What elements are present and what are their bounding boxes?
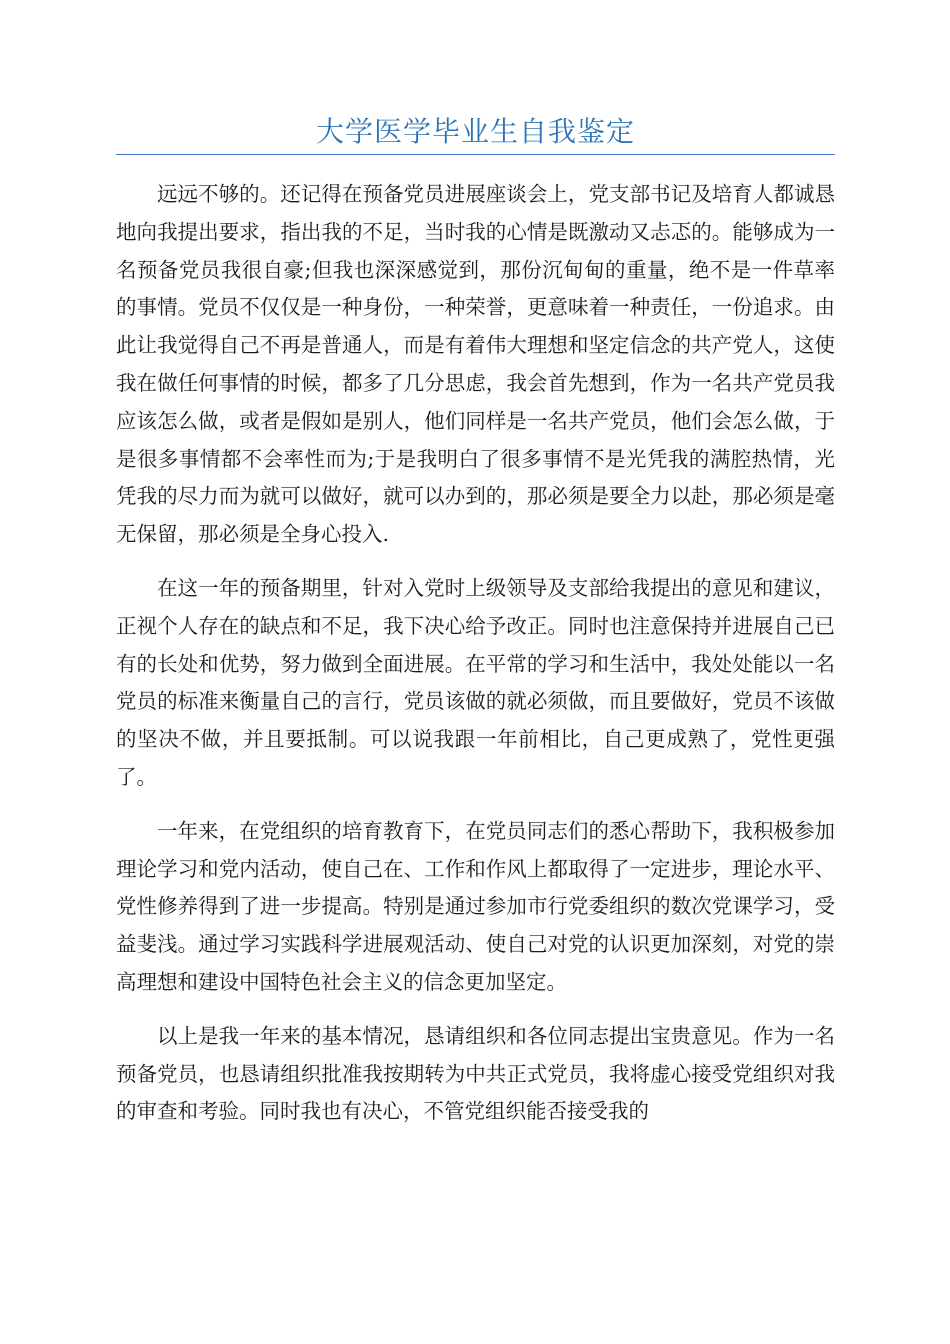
document-body (116, 176, 835, 1131)
title-underline (116, 154, 835, 155)
paragraph-4: 以上是我一年来的基本情况，恳请组织和各位同志提出宝贵意见。作为一名预备党员，也恳请组织批准我按期转为中共正式党员，我将虚心接受党组织对我的审查和考验。同时我也有决心，不管党组织能否接受我的 (116, 1023, 835, 1124)
paragraph-3: 一年来，在党组织的培育教育下，在党员同志们的悉心帮助下，我积极参加理论学习和党内活动，使自己在、工作和作风上都取得了一定进步，理论水平、党性修养得到了进一步提高。特别是通过参加市行党委组织的数次党课学习，受益斐浅。通过学习实践科学进展观活动、使自己对党的认识更加深刻，对党的崇高理想和建设中国特色社会主义的信念更加坚定。 (116, 818, 835, 994)
document-title: 大学医学毕业生自我鉴定 (315, 115, 635, 148)
paragraph-2: 在这一年的预备期里，针对入党时上级领导及支部给我提出的意见和建议，正视个人存在的缺点和不足，我下决心给予改正。同时也注意保持并进展自己已有的长处和优势，努力做到全面进展。在平常的学习和生活中，我处处能以一名党员的标准来衡量自己的言行，党员该做的就必须做，而且要做好，党员不该做的坚决不做，并且要抵制。可以说我跟一年前相比，自己更成熟了，党性更强了。 (116, 575, 835, 789)
paragraph-1: 远远不够的。还记得在预备党员进展座谈会上，党支部书记及培育人都诚恳地向我提出要求，指出我的不足，当时我的心情是既激动又忐忑的。能够成为一名预备党员我很自豪;但我也深深感觉到，那份沉甸甸的重量，绝不是一件草率的事情。党员不仅仅是一种身份，一种荣誉，更意味着一种责任，一份追求。由此让我觉得自己不再是普通人，而是有着伟大理想和坚定信念的共产党人，这使我在做任何事情的时候，都多了几分思虑，我会首先想到，作为一名共产党员我应该怎么做，或者是假如是别人，他们同样是一名共产党员，他们会怎么做，于是很多事情都不会率性而为;于是我明白了很多事情不是光凭我的满腔热情，光凭我的尽力而为就可以做好，就可以办到的，那必须是要全力以赴，那必须是毫无保留，那必须是全身心投入. (116, 182, 835, 547)
